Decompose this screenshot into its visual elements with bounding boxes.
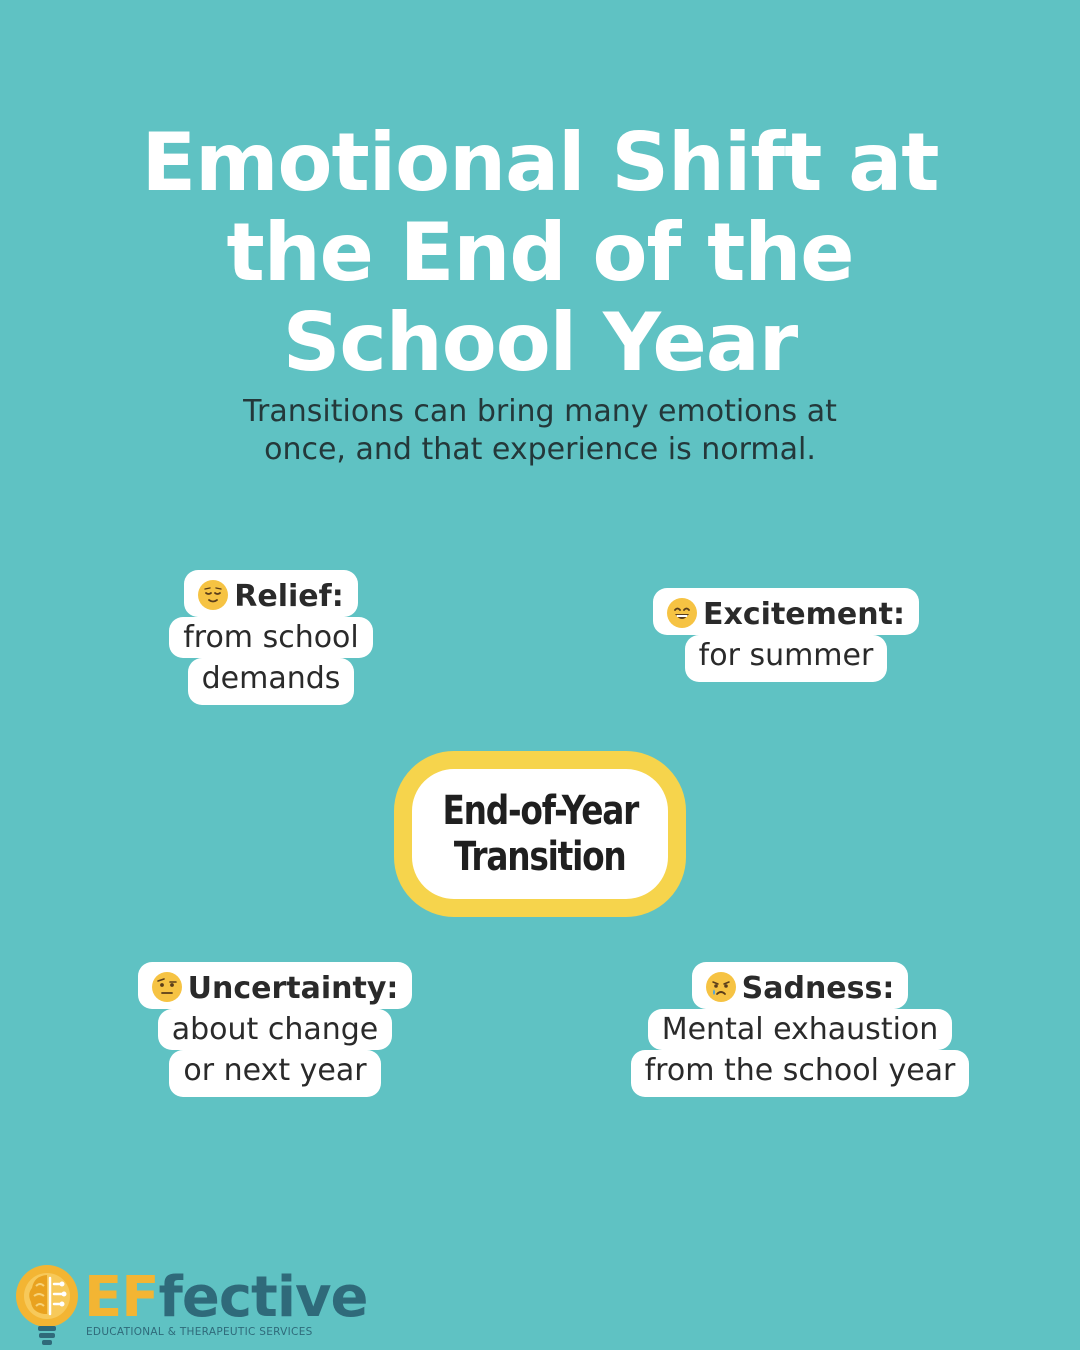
emotion-card-sadness-heading [692,962,909,1009]
emotion-text-excitement-1: for summer [685,635,888,682]
title-line-2: the End of the [226,206,854,299]
emotion-card-sadness [612,962,988,1097]
emotion-label-uncertainty: Uncertainty: [187,971,399,1006]
emotion-card-relief-heading [184,570,357,617]
relieved-face-icon [198,580,228,610]
logo-wordmark [84,1265,368,1330]
emotion-label-excitement: Excitement: [703,597,905,632]
emotion-text-relief-1: from school [169,617,373,658]
subtitle [120,393,960,469]
emotion-label-relief: Relief: [234,579,344,614]
page-title [70,118,1010,388]
raised-eyebrow-face-icon [152,972,182,1002]
emotion-card-relief [157,570,385,705]
emotion-text-sadness-2: from the school year [631,1050,970,1097]
subtitle-line-1: Transitions can bring many emotions at [243,394,837,429]
emotion-card-uncertainty-heading [138,962,413,1009]
emotion-card-uncertainty [133,962,417,1097]
emotion-text-uncertainty-2: or next year [169,1050,380,1097]
subtitle-line-2: once, and that experience is normal. [264,432,816,467]
emotion-text-uncertainty-1: about change [158,1009,393,1050]
title-line-1: Emotional Shift at [141,116,939,209]
lightbulb-brain-logo-icon [14,1262,80,1346]
logo-wordmark-rest: fective [158,1265,368,1330]
emotion-text-sadness-1: Mental exhaustion [648,1009,953,1050]
grinning-face-icon [667,598,697,628]
emotion-card-excitement-heading [653,588,919,635]
title-line-3: School Year [282,296,798,389]
crying-face-icon [706,972,736,1002]
center-topic-line-1: End-of-Year [442,788,638,834]
brand-logo [14,1262,374,1346]
center-topic-badge [394,751,686,917]
emotion-text-relief-2: demands [188,658,355,705]
emotion-card-excitement [648,588,924,682]
emotion-label-sadness: Sadness: [741,971,895,1006]
center-topic-line-2: Transition [454,834,626,880]
logo-tagline: EDUCATIONAL & THERAPEUTIC SERVICES [86,1326,313,1338]
logo-wordmark-accent: EF [84,1265,159,1330]
